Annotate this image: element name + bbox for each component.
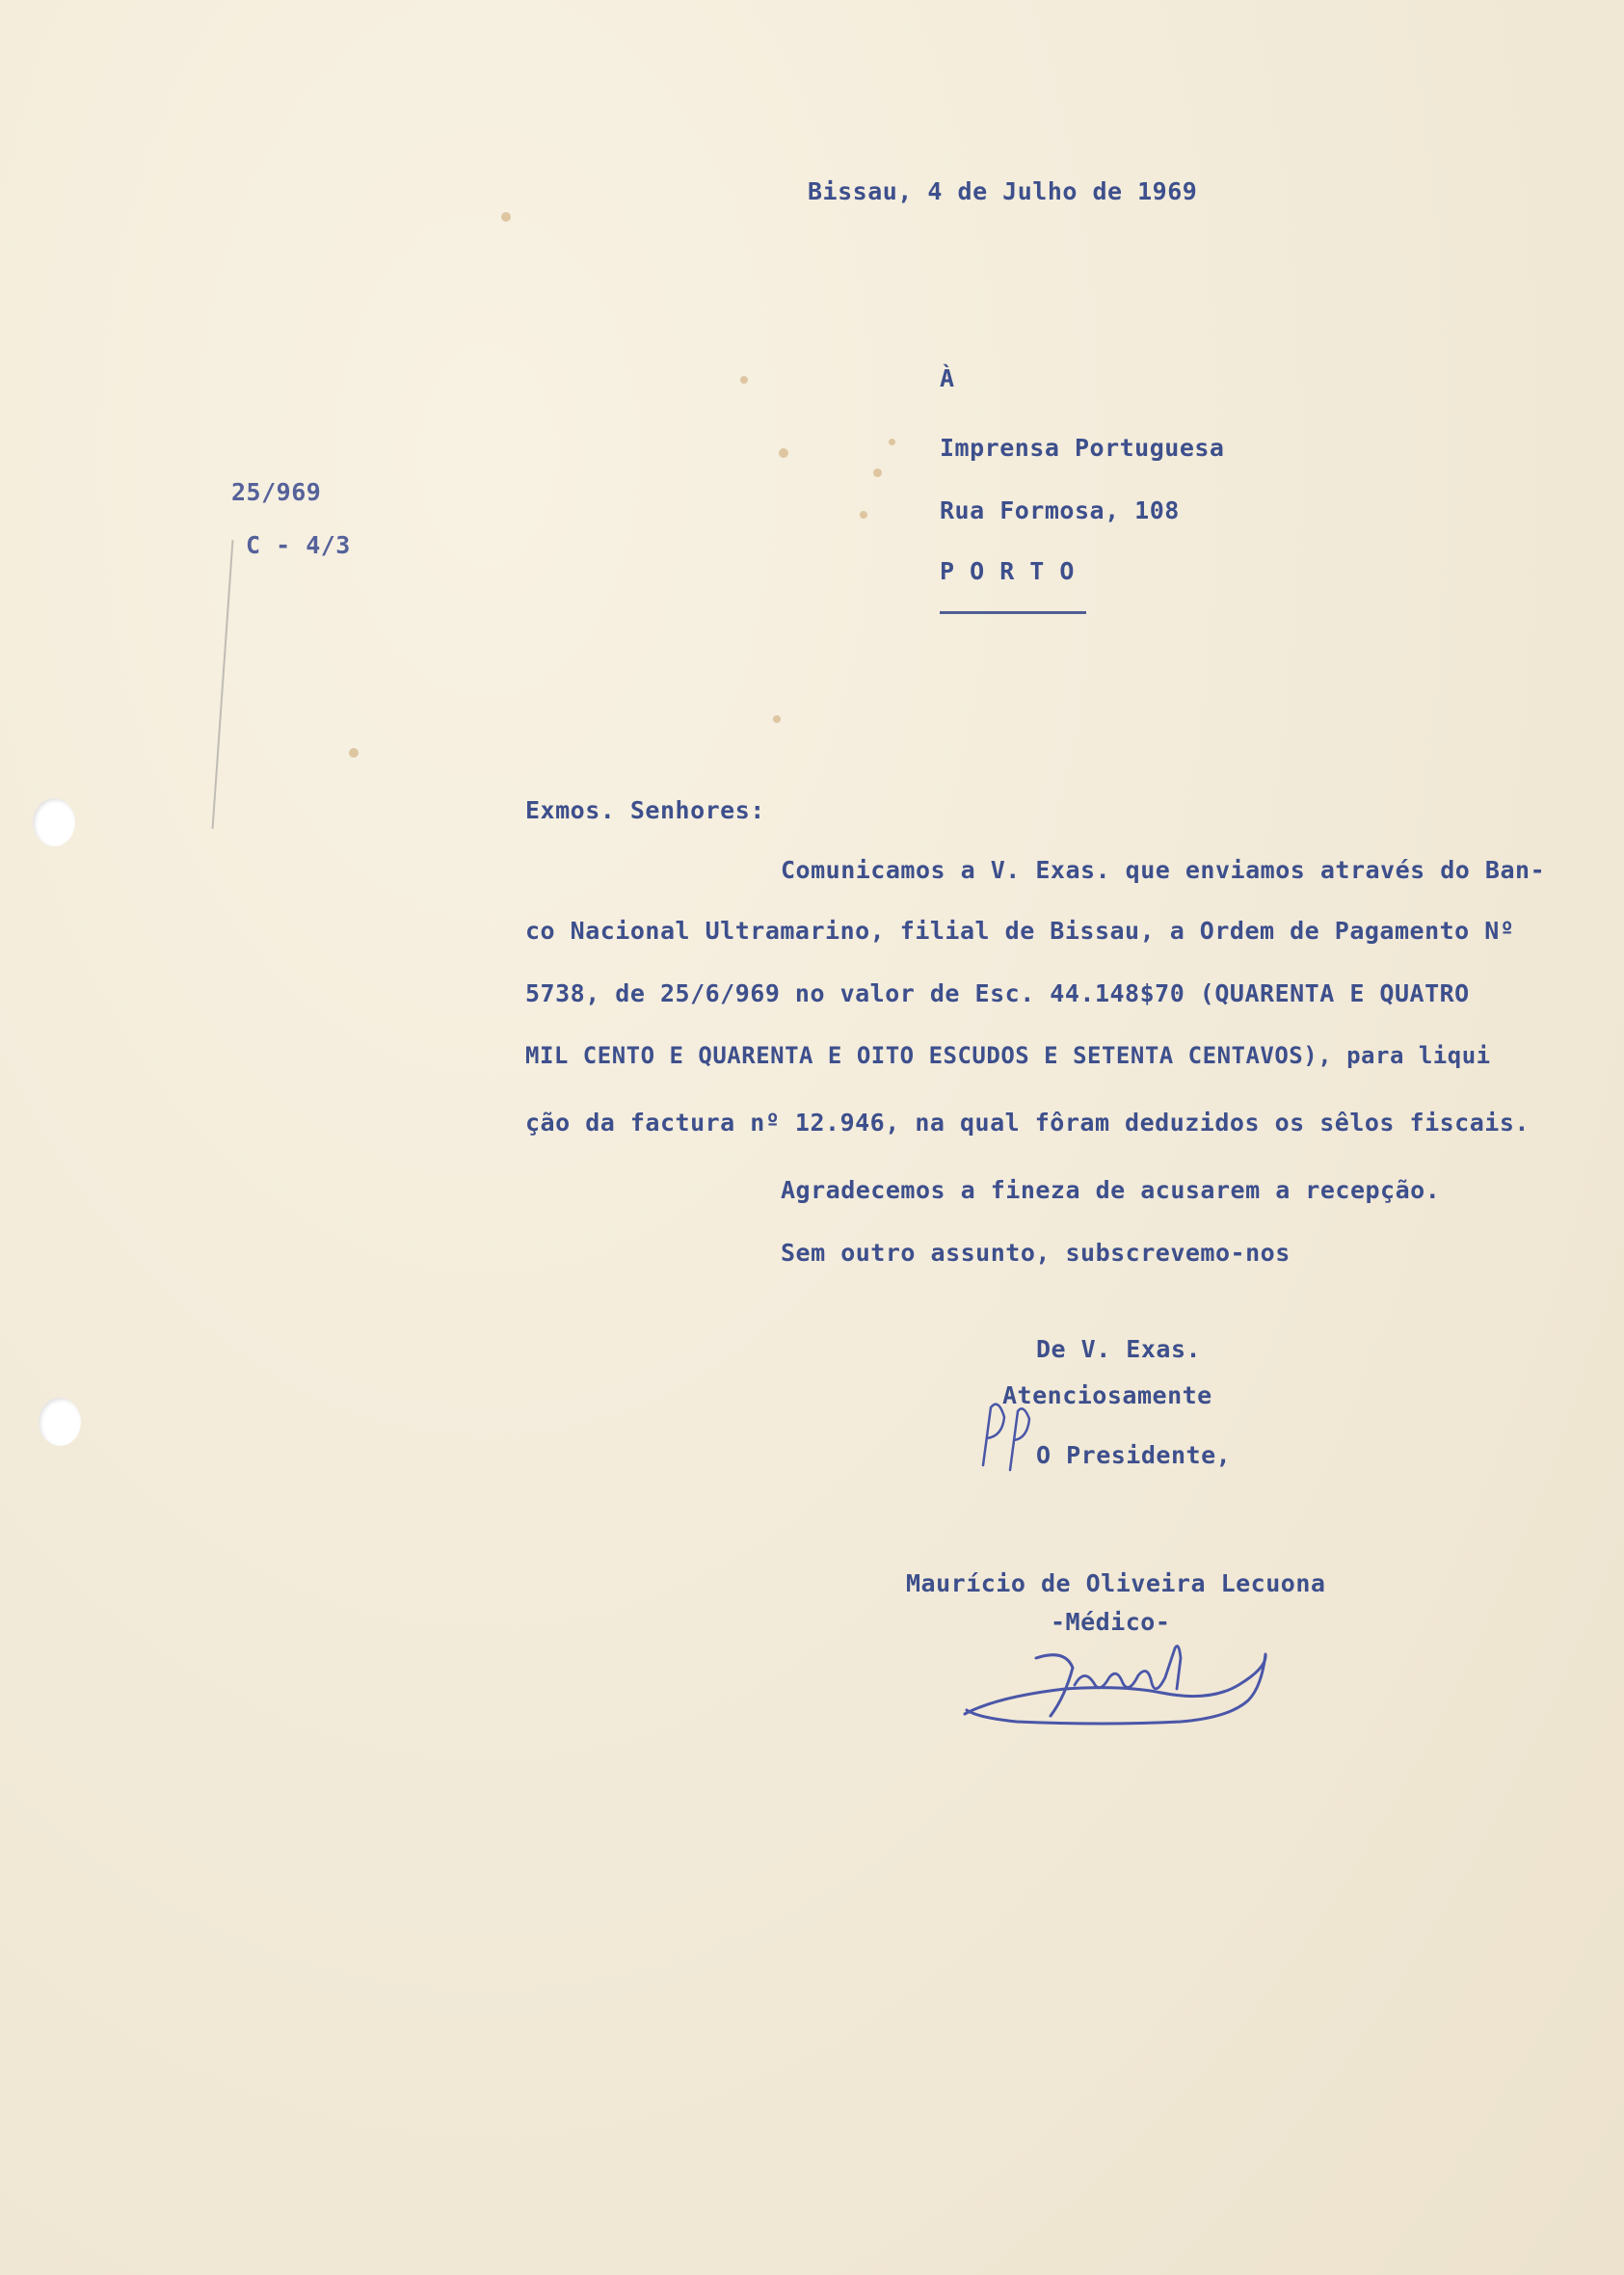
- salutation: Exmos. Senhores:: [525, 796, 765, 824]
- city-underline: [940, 611, 1086, 614]
- body-line-3: 5738, de 25/6/969 no valor de Esc. 44.148$70 (QUARENTA E QUATRO: [525, 979, 1470, 1007]
- punch-hole-top: [33, 798, 75, 846]
- body-line-2: co Nacional Ultramarino, filial de Bissau, a Ordem de Pagamento Nº: [525, 917, 1515, 945]
- stain-spot: [873, 468, 882, 477]
- closing-line-1: De V. Exas.: [1036, 1335, 1202, 1363]
- recipient-name: Imprensa Portuguesa: [940, 434, 1225, 462]
- recipient-street: Rua Formosa, 108: [940, 496, 1180, 524]
- reference-code: C - 4/3: [246, 531, 351, 559]
- stain-spot: [889, 439, 895, 445]
- closing-line-2: Atenciosamente: [1002, 1381, 1212, 1409]
- date-line: Bissau, 4 de Julho de 1969: [808, 177, 1198, 205]
- reference-number: 25/969: [231, 478, 322, 506]
- signatory-name: Maurício de Oliveira Lecuona: [906, 1569, 1326, 1597]
- handwritten-signature: [959, 1629, 1287, 1745]
- stain-spot: [501, 212, 511, 222]
- punch-hole-bottom: [39, 1398, 81, 1446]
- signatory-title: -Médico-: [1051, 1608, 1171, 1636]
- stain-spot: [773, 715, 781, 723]
- body-line-7: Sem outro assunto, subscrevemo-nos: [781, 1239, 1291, 1267]
- recipient-prefix: À: [940, 364, 955, 392]
- body-line-1: Comunicamos a V. Exas. que enviamos através do Ban-: [781, 856, 1546, 884]
- body-line-4: MIL CENTO E QUARENTA E OITO ESCUDOS E SETENTA CENTAVOS), para liqui: [525, 1042, 1491, 1069]
- recipient-city: P O R T O: [940, 557, 1075, 585]
- stain-spot: [740, 376, 748, 384]
- stain-spot: [860, 511, 867, 519]
- closing-line-3: O Presidente,: [1036, 1441, 1232, 1469]
- body-line-6: Agradecemos a fineza de acusarem a recepção.: [781, 1176, 1441, 1204]
- stain-spot: [779, 448, 788, 458]
- body-line-5: ção da factura nº 12.946, na qual fôram deduzidos os sêlos fiscais.: [525, 1109, 1530, 1137]
- stain-spot: [349, 748, 359, 758]
- pp-initials-mark: [973, 1378, 1041, 1485]
